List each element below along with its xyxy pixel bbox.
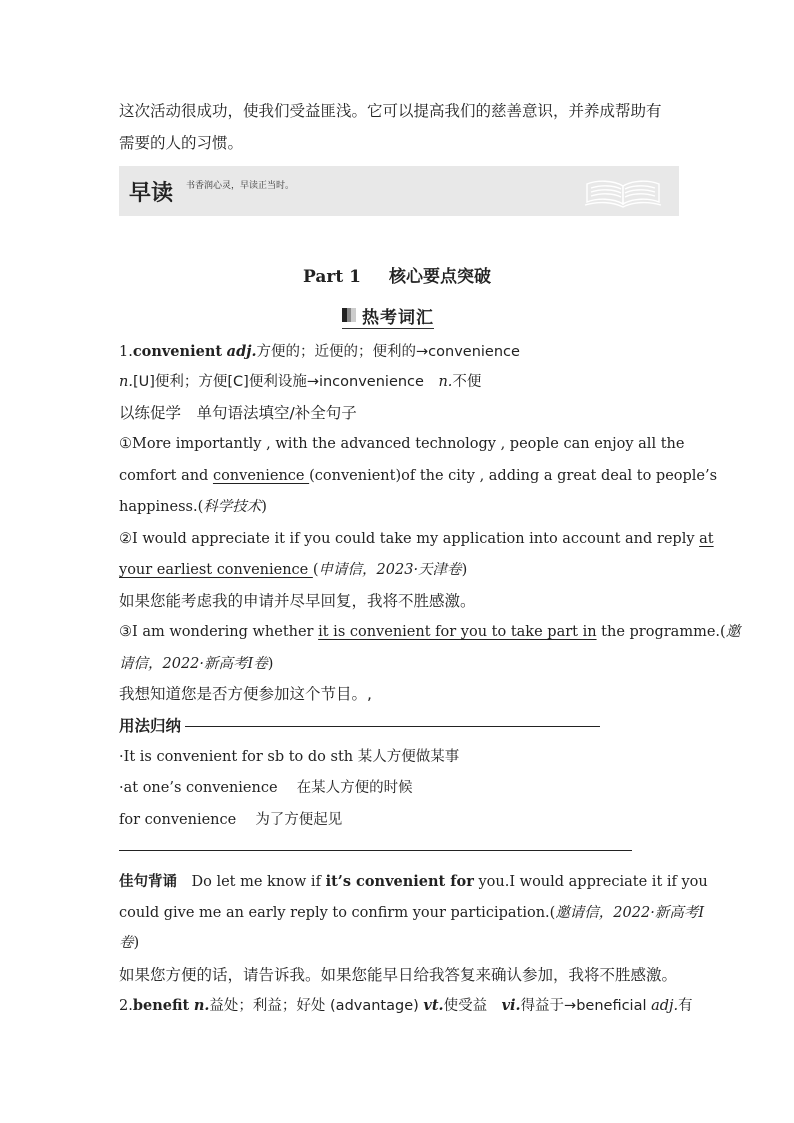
practice-label: 以练促学 单句语法填空/补全句子 — [119, 404, 357, 422]
usage-item-3 — [119, 810, 673, 830]
example2-line1 — [119, 529, 714, 549]
entry1-noun-pos: n. — [119, 374, 133, 390]
example3-line2 — [119, 654, 673, 674]
example3-answer: it is convenient for you to take part in — [318, 624, 597, 640]
usage-item-2 — [119, 778, 673, 798]
recite-text-2: could give me an early reply to confirm your participation.( — [119, 905, 556, 921]
example1-text-2b: (convenient)of the city , adding a great deal to people’s — [309, 468, 718, 484]
example2-text: I would appreciate it if you could take my application into account and reply — [132, 531, 700, 547]
entry2-meaning2: 使受益 — [443, 998, 502, 1014]
section-marker-icon — [342, 308, 356, 322]
example3-paren-close: ) — [267, 656, 274, 672]
part-number: Part 1 — [303, 267, 361, 287]
example2-mark: ② — [119, 531, 132, 547]
example3-text-a: I am wondering whether — [132, 624, 319, 640]
example3-mark: ③ — [119, 624, 132, 640]
entry1-line2 — [119, 372, 673, 392]
usage-bottom-rule — [119, 850, 632, 851]
morning-reading-banner — [119, 166, 679, 216]
entry1-noun-meaning: [U]便利；方便[C]便利设施→inconvenience — [132, 374, 424, 390]
example2-answer-part2: your earliest convenience — [119, 562, 313, 578]
entry1-word: convenient — [132, 343, 223, 360]
recite-line3 — [119, 933, 673, 953]
recite-line2 — [119, 903, 705, 923]
example3-line1 — [119, 622, 741, 642]
usage-item-3-en: for convenience — [119, 812, 256, 828]
example1-line3 — [119, 497, 673, 517]
usage-item-1 — [119, 747, 673, 767]
example2-paren-open: ( — [312, 562, 319, 578]
usage-top-rule — [185, 726, 600, 727]
example3-translation: 我想知道您是否方便参加这个节目。, — [119, 685, 372, 703]
example1-answer: convenience — [212, 468, 310, 484]
entry1-number: 1. — [119, 344, 133, 360]
recite-translation: 如果您方便的话，请告诉我。如果您能早日给我答复来确认参加，我将不胜感激。 — [119, 966, 678, 984]
entry2-pos3: vi. — [501, 997, 521, 1014]
example1-text-3a: happiness.( — [119, 499, 204, 515]
example1-text: More importantly , with the advanced technology , people can enjoy all the — [132, 436, 685, 452]
example2-line2 — [119, 560, 673, 580]
entry2-word: benefit — [132, 997, 190, 1014]
entry1-noun-meaning-2: 不便 — [452, 374, 482, 390]
example3-source-part2: 请信，2022·新高考Ⅰ卷 — [119, 656, 268, 672]
part-title — [0, 262, 794, 287]
intro-line-1: 这次活动很成功，使我们受益匪浅。它可以提高我们的慈善意识，并养成帮助有 — [119, 102, 662, 120]
usage-label: 用法归纳 — [119, 717, 182, 735]
entry1-meaning: 方便的；近便的；便利的→convenience — [256, 344, 520, 360]
example2-source: 申请信，2023·天津卷 — [318, 562, 462, 578]
example3-source-part1: 邀 — [725, 624, 741, 640]
recite-line1 — [119, 872, 708, 892]
part-name: 核心要点突破 — [388, 267, 491, 287]
usage-item-2-en: ·at one’s convenience — [119, 780, 297, 796]
example1-source: 科学技术 — [203, 499, 262, 515]
recite-text-1a: Do let me know if — [191, 874, 326, 890]
example2-answer-part1: at — [699, 531, 714, 547]
entry2-pos2: vt. — [423, 997, 444, 1014]
example1-line2 — [119, 466, 718, 486]
section-title: 热考词汇 — [362, 307, 434, 328]
example1-line1 — [119, 434, 685, 454]
example2-paren-close: ) — [461, 562, 468, 578]
entry1-headline — [119, 342, 673, 362]
entry1-noun-pos-2: n. — [438, 374, 453, 390]
usage-item-1-en: ·It is convenient for sb to do sth — [119, 749, 358, 765]
entry2-headline — [119, 996, 693, 1016]
section-header — [342, 303, 434, 329]
example3-text-b: the programme.( — [596, 624, 726, 640]
example1-text-3b: ) — [261, 499, 267, 515]
entry2-pos4: adj. — [651, 998, 679, 1014]
open-book-icon — [583, 174, 663, 208]
entry2-meaning: 益处；利益；好处 (advantage) — [209, 998, 424, 1014]
usage-item-2-cn: 在某人方便的时候 — [296, 780, 413, 796]
recite-source: 邀请信，2022·新高考Ⅰ — [555, 905, 705, 921]
intro-line-2: 需要的人的习惯。 — [119, 134, 244, 152]
usage-item-3-cn: 为了方便起见 — [255, 812, 343, 828]
recite-paren-close: ) — [133, 935, 140, 951]
entry1-pos: adj. — [226, 343, 257, 360]
recite-text-1c: you.I would appreciate it if you — [473, 874, 708, 890]
entry2-number: 2. — [119, 998, 133, 1014]
entry2-meaning4: 有 — [678, 998, 693, 1014]
example1-text-2a: comfort and — [119, 468, 213, 484]
recite-source-2: 卷 — [119, 935, 134, 951]
entry2-meaning3: 得益于→beneficial — [520, 998, 652, 1014]
banner-title: 早读 — [129, 181, 174, 206]
recite-bold: it’s convenient for — [325, 873, 474, 890]
recite-label: 佳句背诵 — [119, 874, 177, 890]
banner-subtitle: 书香润心灵，早读正当时。 — [186, 181, 295, 191]
example2-translation: 如果您能考虑我的申请并尽早回复，我将不胜感激。 — [119, 592, 476, 610]
example1-mark: ① — [119, 436, 132, 452]
usage-item-1-cn: 某人方便做某事 — [357, 749, 460, 765]
entry2-pos: n. — [193, 997, 210, 1014]
